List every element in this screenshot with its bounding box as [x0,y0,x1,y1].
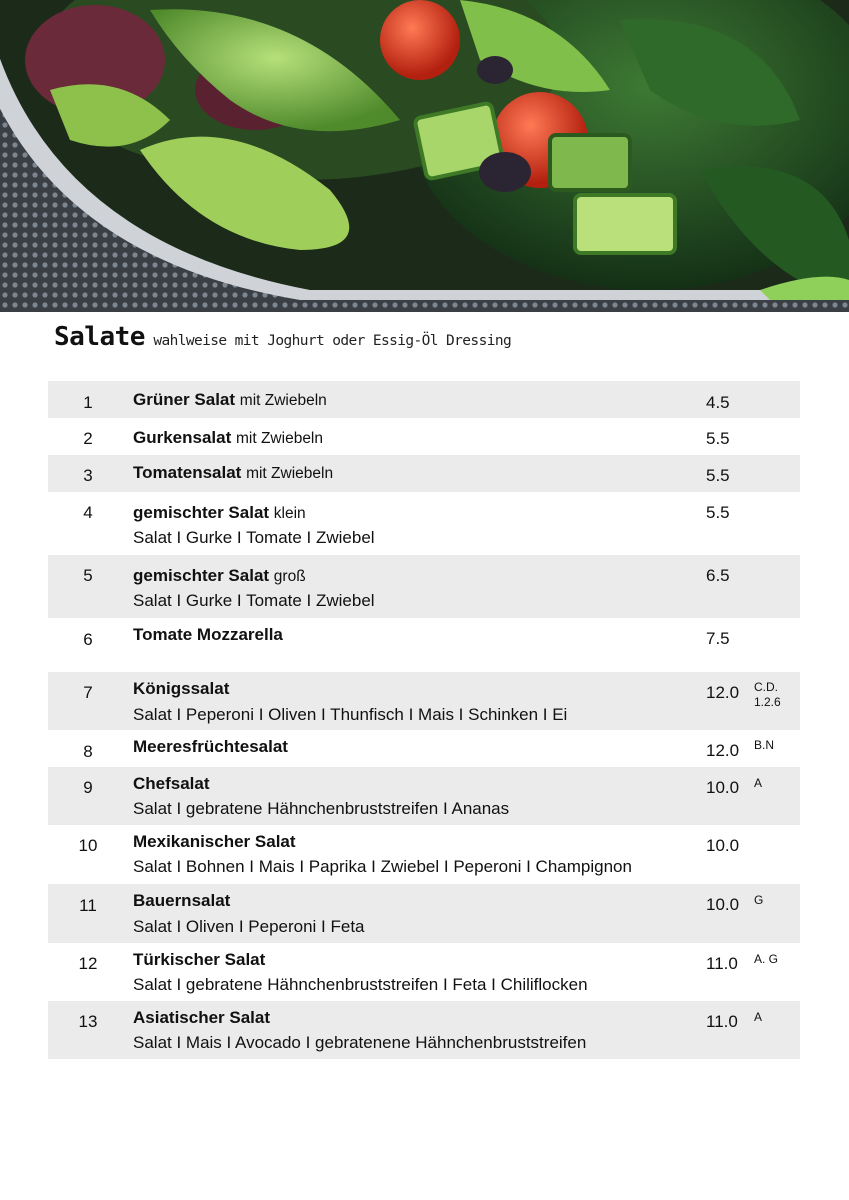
item-price: 10.0 [706,778,740,797]
item-price: 6.5 [706,566,730,585]
item-description: Salat I gebratene Hähnchenbruststreifen I Feta I Chiliflocken [133,975,588,994]
menu-item [48,455,800,492]
item-name [133,503,306,523]
item-description: Salat I Gurke I Tomate I Zwiebel [133,528,375,547]
item-title: Königssalat [133,679,230,698]
item-price: 11.0 [706,1012,738,1031]
item-number: 4 [83,503,93,522]
item-description: Salat I Mais I Avocado I gebratenene Hähnchenbruststreifen [133,1033,587,1052]
item-number: 9 [83,778,93,797]
item-name [133,737,288,757]
item-price: 4.5 [706,393,730,412]
item-name [133,428,323,448]
item-description: Salat I Bohnen I Mais I Paprika I Zwiebel I Peperoni I Champignon [133,857,632,876]
item-number: 12 [78,954,98,973]
menu-item [48,943,800,1001]
item-price: 10.0 [706,836,740,855]
item-number: 8 [83,742,93,761]
item-name [133,390,327,410]
salad-bowl-image [0,0,849,312]
item-allergen-codes: B.N [754,738,775,752]
menu-item [48,381,800,418]
menu-item [48,825,800,884]
item-number: 11 [79,896,97,915]
menu-list [48,381,800,1059]
item-number: 10 [78,836,98,855]
item-allergen-codes: A [754,1010,763,1024]
item-description: Salat I Peperoni I Oliven I Thunfisch I Mais I Schinken I Ei [133,705,568,724]
item-number: 7 [83,683,93,702]
item-price: 11.0 [706,954,738,973]
menu-item [48,418,800,455]
item-title: Grüner Salat [133,390,236,409]
item-qualifier: mit Zwiebeln [239,392,327,409]
allergen-line: C.D. [754,680,778,694]
item-price: 5.5 [706,466,730,485]
item-title: Tomate Mozzarella [133,625,283,644]
menu-item [48,492,800,555]
item-qualifier: mit Zwiebeln [246,465,334,482]
section-subtitle: wahlweise mit Joghurt oder Essig-Öl Dressing [153,333,512,349]
item-allergen-codes [754,680,798,710]
item-description: Salat I gebratene Hähnchenbruststreifen I Ananas [133,799,510,818]
item-allergen-codes: A. G [754,952,779,966]
item-name [133,832,296,852]
menu-item [48,1001,800,1059]
menu-item [48,672,800,730]
item-title: Bauernsalat [133,891,231,910]
item-name [133,463,333,483]
item-name [133,625,283,645]
item-name [133,566,306,586]
salad-photo [0,0,849,312]
item-number: 2 [83,429,93,448]
menu-item [48,730,800,767]
item-name [133,950,265,970]
item-title: Asiatischer Salat [133,1008,271,1027]
item-number: 5 [83,566,93,585]
item-price: 12.0 [706,741,740,760]
item-number: 1 [83,393,93,412]
item-title: Mexikanischer Salat [133,832,296,851]
item-number: 3 [83,466,93,485]
menu-item [48,767,800,825]
item-title: Türkischer Salat [133,950,266,969]
item-title: Gurkensalat [133,428,232,447]
item-price: 7.5 [706,629,730,648]
item-price: 5.5 [706,503,730,522]
section-title: Salate [54,322,145,352]
item-allergen-codes: G [754,893,764,907]
item-description: Salat I Gurke I Tomate I Zwiebel [133,591,375,610]
item-title: gemischter Salat [133,503,270,522]
item-name [133,891,230,911]
item-price: 10.0 [706,895,740,914]
item-qualifier: groß [273,568,306,585]
item-price: 12.0 [706,683,740,702]
item-qualifier: klein [273,505,306,522]
section-heading [54,322,511,352]
item-number: 6 [83,630,93,649]
item-title: Chefsalat [133,774,210,793]
item-allergen-codes: A [754,776,763,790]
item-name [133,1008,270,1028]
item-qualifier: mit Zwiebeln [236,430,323,447]
menu-item [48,884,800,943]
item-number: 13 [78,1012,98,1031]
item-title: Meeresfrüchtesalat [133,737,288,756]
allergen-line: 1.2.6 [754,695,781,709]
item-name [133,679,229,699]
menu-item [48,555,800,618]
item-title: gemischter Salat [133,566,270,585]
item-name [133,774,210,794]
item-description: Salat I Oliven I Peperoni I Feta [133,917,365,936]
menu-item [48,618,800,672]
item-title: Tomatensalat [133,463,242,482]
item-price: 5.5 [706,429,730,448]
